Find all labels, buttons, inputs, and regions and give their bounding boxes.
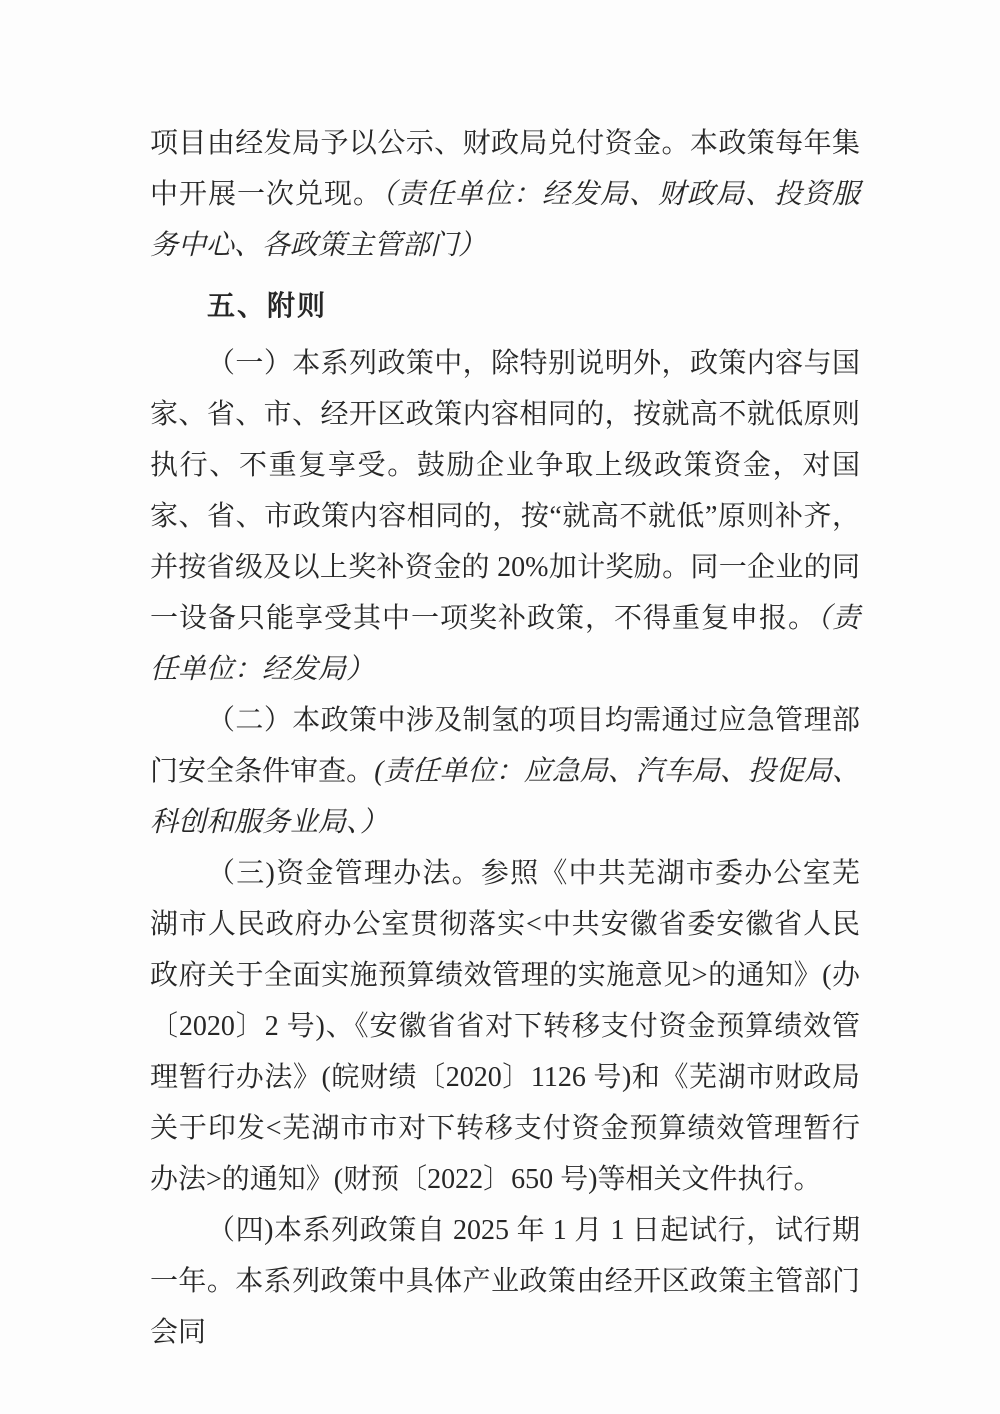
text-run: 项目由经发局予以公示、财政局兑付资金。本政策每年集中开展一次兑现。: [150, 128, 860, 210]
text-run: （三)资金管理办法。参照《中共芜湖市委办公室芜湖市人民政府办公室贯彻落实<中共安徽省委安徽省人民政府关于全面实施预算绩效管理的实施意见>的通知》(办〔2020〕2 号)、《安徽省省对下转移支付资金预算绩效管理暂行办法》(皖财绩〔2020〕1126 号)和《芜湖市财政局关于印发<芜湖市市对下转移支付资金预算绩效管理暂行办法>的通知》(财预〔2022〕650 号)等相关文件执行。: [150, 858, 860, 1195]
text-run: （责任单位：经发局）: [150, 603, 860, 685]
paragraph-continuation: [150, 118, 860, 271]
text-run: (责任单位：应急局、汽车局、投促局、科创和服务业局、）: [150, 756, 860, 838]
paragraph-item-3: [150, 848, 860, 1205]
heading-section-five: [150, 280, 860, 331]
document-body: [150, 118, 860, 1358]
paragraph-item-2: [150, 695, 860, 848]
text-run: （二）本政策中涉及制氢的项目均需通过应急管理部门安全条件审查。: [150, 705, 860, 787]
text-run: 五、附则: [207, 290, 328, 321]
text-run: （责任单位：经发局、财政局、投资服务中心、各政策主管部门）: [150, 179, 860, 261]
paragraph-item-1: [150, 338, 860, 695]
paragraph-item-4: [150, 1205, 860, 1358]
text-run: （四)本系列政策自 2025 年 1 月 1 日起试行，试行期一年。本系列政策中具体产业政策由经开区政策主管部门会同: [150, 1215, 860, 1348]
text-run: （一）本系列政策中，除特别说明外，政策内容与国家、省、市、经开区政策内容相同的，按就高不就低原则执行、不重复享受。鼓励企业争取上级政策资金，对国家、省、市政策内容相同的，按“就高不就低”原则补齐，并按省级及以上奖补资金的 20%加计奖励。同一企业的同一设备只能享受其中一项奖补政策，不得重复申报。: [150, 348, 860, 634]
